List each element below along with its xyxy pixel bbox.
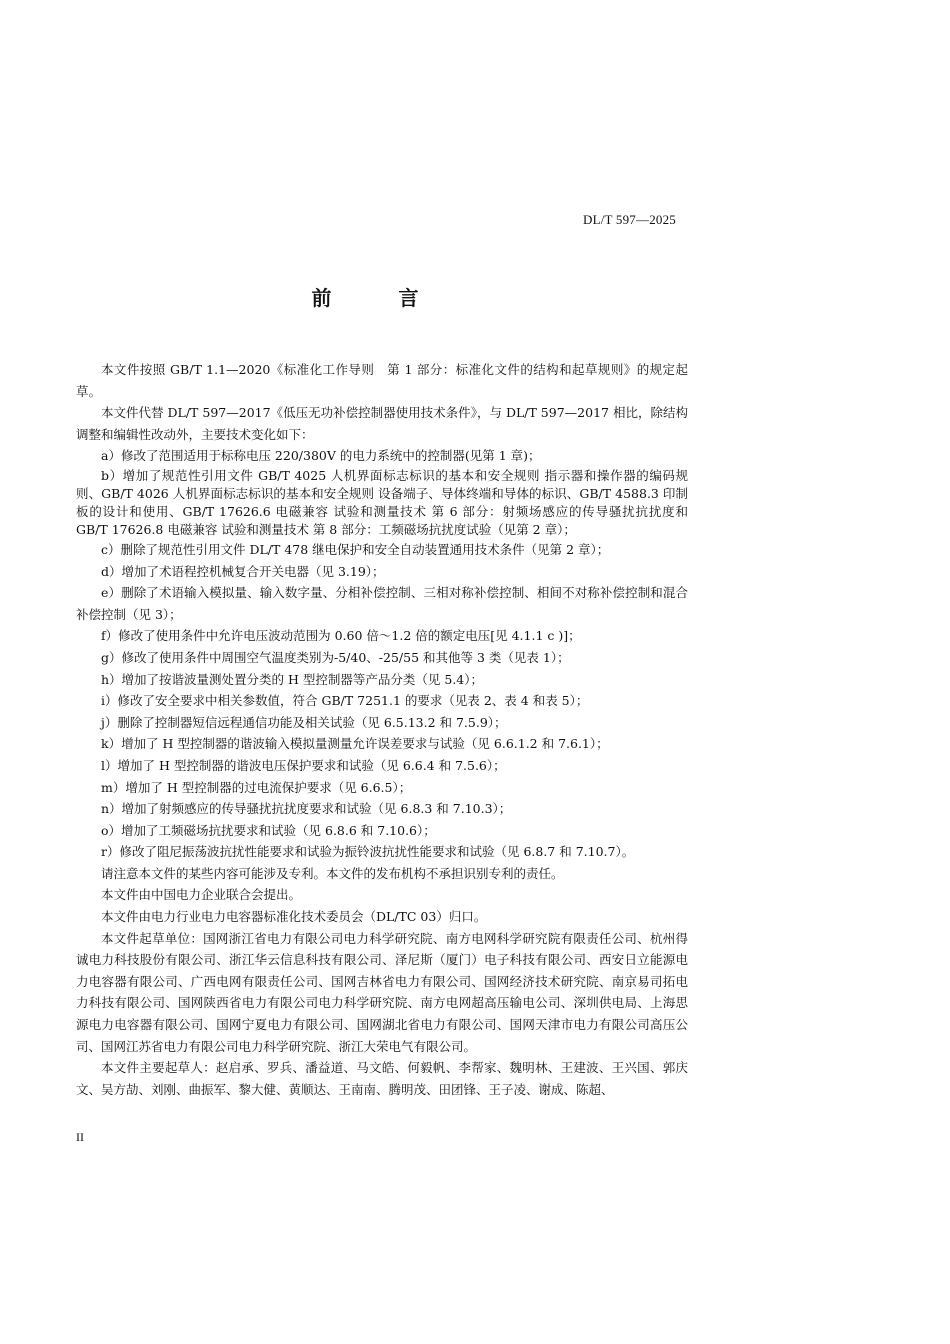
- change-item-c: c）删除了规范性引用文件 DL/T 478 继电保护和安全自动装置通用技术条件（见第 2 章）；: [101, 541, 610, 557]
- drafting-organizations: 本文件起草单位：国网浙江省电力有限公司电力科学研究院、南方电网科学研究院有限责任公司、杭州得诚电力科技股份有限公司、浙江华云信息科技有限公司、泽尼斯（厦门）电子科技有限公司、西安日立能源电力电容器有限公司、广西电网有限责任公司、国网吉林省电力有限公司、国网经济技术研究院、南京易司拓电力科技有限公司、国网陕西省电力有限公司电力科学研究院、南方电网超高压输电公司、深圳供电局、上海思源电力电容器有限公司、国网宁夏电力有限公司、国网湖北省电力有限公司、国网天津市电力有限公司高压公司、国网江苏省电力有限公司电力科学研究院、浙江大荣电气有限公司。: [76, 930, 688, 1054]
- page-title: 前 言: [311, 286, 449, 310]
- change-item-n: n）增加了射频感应的传导骚扰抗扰度要求和试验（见 6.8.3 和 7.10.3）；: [101, 801, 512, 817]
- change-item-l: l）增加了 H 型控制器的谐波电压保护要求和试验（见 6.6.4 和 7.5.6）；: [101, 757, 506, 773]
- main-drafters: 本文件主要起草人：赵启承、罗兵、潘益道、马文皓、何毅帆、李帮家、魏明林、王建波、王兴国、郭庆文、吴方劼、刘刚、曲振军、黎大健、黄顺达、王南南、腾明茂、田团锋、王子凌、谢成、陈超、: [76, 1060, 688, 1097]
- patent-notice: 请注意本文件的某些内容可能涉及专利。本文件的发布机构不承担识别专利的责任。: [101, 865, 564, 881]
- change-item-d: d）增加了术语程控机械复合开关电器（见 3.19）；: [101, 563, 385, 579]
- foreword-body: [76, 359, 688, 1100]
- change-item-g: g）修改了使用条件中周围空气温度类别为-5/40、-25/55 和其他等 3 类（见表 1）；: [101, 649, 570, 665]
- change-item-f: f）修改了使用条件中允许电压波动范围为 0.60 倍～1.2 倍的额定电压[见 4.1.1 c )]；: [101, 628, 581, 644]
- change-item-j: j）删除了控制器短信远程通信功能及相关试验（见 6.5.13.2 和 7.5.9）；: [101, 714, 507, 730]
- change-item-r: r）修改了阻尼振荡波抗扰性能要求和试验为振铃波抗扰性能要求和试验（见 6.8.7 和 7.10.7）。: [101, 844, 635, 860]
- change-item-i: i）修改了安全要求中相关参数值，符合 GB/T 7251.1 的要求（见表 2、表 4 和表 5）；: [101, 693, 589, 709]
- page-number: II: [76, 1130, 84, 1144]
- document-code: DL/T 597—2025: [583, 212, 676, 227]
- change-item-o: o）增加了工频磁场抗扰要求和试验（见 6.8.6 和 7.10.6）；: [101, 822, 436, 838]
- proposer-statement: 本文件由中国电力企业联合会提出。: [101, 887, 302, 903]
- paragraph-replacement: 本文件代替 DL/T 597—2017《低压无功补偿控制器使用技术条件》，与 DL/T 597—2017 相比，除结构调整和编辑性改动外，主要技术变化如下：: [76, 405, 688, 442]
- paragraph-drafting-basis: 本文件按照 GB/T 1.1—2020《标准化工作导则 第 1 部分：标准化文件的结构和起草规则》的规定起草。: [76, 362, 688, 399]
- change-item-b: b）增加了规范性引用文件 GB/T 4025 人机界面标志标识的基本和安全规则 指示器和操作器的编码规则、GB/T 4026 人机界面标志标识的基本和安全规则 设备端子、导体终端和导体的标识、GB/T 4588.3 印制板的设计和使用、GB/T 17626.6 电磁兼容 试验和测量技术 第 6 部分：射频场感应的传导骚扰抗扰度和 GB/T 17626.8 电磁兼容 试验和测量技术 第 8 部分：工频磁场抗扰度试验（见第 2 章）；: [76, 467, 688, 537]
- change-item-a: a）修改了范围适用于标称电压 220/380V 的电力系统中的控制器(见第 1 章)；: [101, 448, 541, 464]
- change-item-e: e）删除了术语输入模拟量、输入数字量、分相补偿控制、三相对称补偿控制、相间不对称补偿控制和混合补偿控制（见 3）；: [76, 585, 688, 622]
- change-item-k: k）增加了 H 型控制器的谐波输入模拟量测量允许误差要求与试验（见 6.6.1.2 和 7.6.1）；: [101, 736, 609, 752]
- committee-statement: 本文件由电力行业电力电容器标准化技术委员会（DL/TC 03）归口。: [101, 909, 487, 925]
- change-item-m: m）增加了 H 型控制器的过电流保护要求（见 6.6.5）；: [101, 779, 412, 795]
- change-item-h: h）增加了按谐波量测处置分类的 H 型控制器等产品分类（见 5.4）；: [101, 671, 484, 687]
